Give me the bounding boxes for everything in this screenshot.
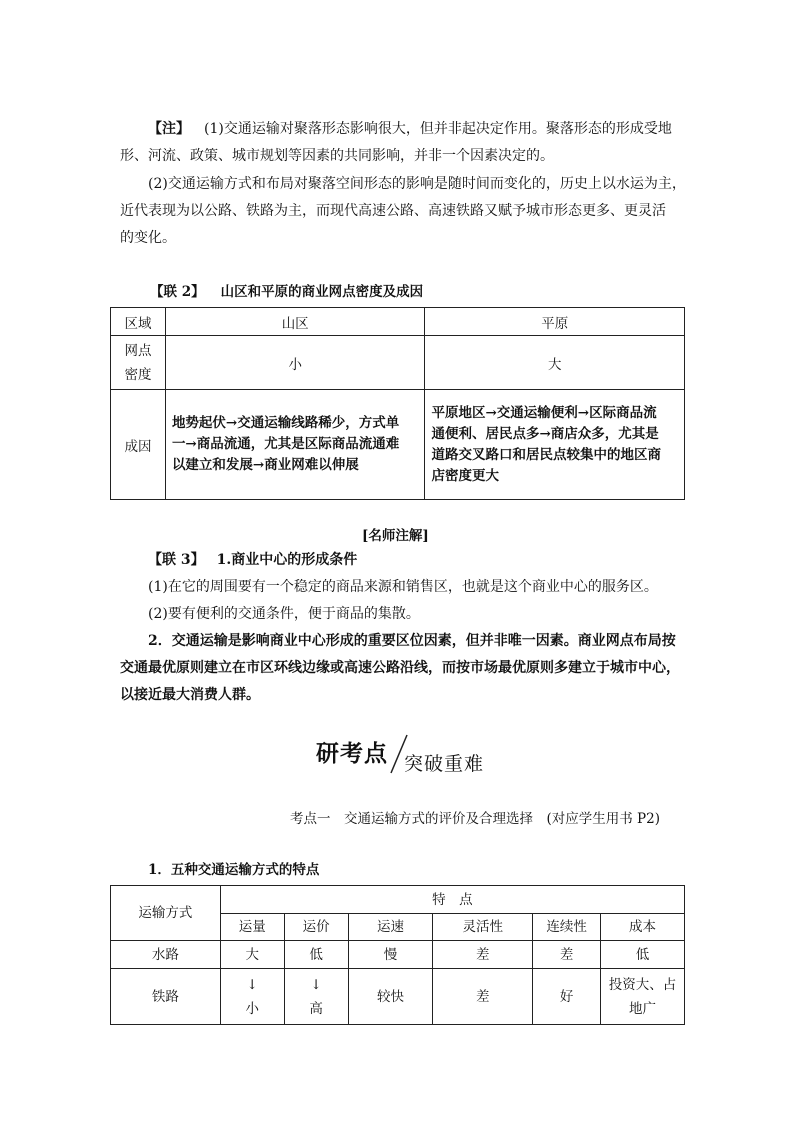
table-row — [111, 886, 685, 914]
header-region: 区域 — [111, 308, 166, 336]
table-row — [111, 336, 685, 390]
plain-density: 大 — [425, 336, 685, 390]
link3-heading — [148, 547, 357, 574]
water-flexibility: 差 — [433, 941, 533, 969]
rail-volume: ↓ 小 — [220, 969, 284, 1025]
reason-label: 成因 — [111, 390, 166, 500]
table-row — [111, 941, 685, 969]
rail-speed: 较快 — [348, 969, 433, 1025]
link2-title: 山区和平原的商业网点密度及成因 — [220, 284, 424, 300]
rail-cost: 投资大、占 地广 — [601, 969, 685, 1025]
table-row — [111, 308, 685, 336]
water-volume: 大 — [220, 941, 284, 969]
transport-table — [110, 885, 685, 1025]
note-p1-num: (1) — [204, 121, 224, 137]
link2-heading — [150, 280, 423, 300]
link3-item3-line3: 以接近最大消费人群。 — [120, 687, 260, 703]
header-price: 运价 — [284, 914, 348, 941]
link2-tag: 【联 2】 — [150, 284, 205, 300]
note-p1-line1 — [148, 116, 708, 143]
link3-item2: (2)要有便利的交通条件，便于商品的集散。 — [148, 606, 420, 622]
exam-point-heading: 考点一 交通运输方式的评价及合理选择 (对应学生用书 P2) — [290, 811, 660, 827]
note-p1-line2: 形、河流、政策、城市规划等因素的共同影响，并非一个因素决定的。 — [120, 148, 554, 164]
note-tag: 【注】 — [148, 121, 190, 137]
water-continuity: 差 — [533, 941, 601, 969]
rail-continuity: 好 — [533, 969, 601, 1025]
header-plain: 平原 — [425, 308, 685, 336]
section-banner — [316, 732, 516, 778]
water-price: 低 — [284, 941, 348, 969]
transport-section-title: 1．五种交通运输方式的特点 — [148, 862, 320, 878]
link3-title: 1.商业中心的形成条件 — [216, 552, 358, 568]
note-p2-line2: 近代表现为以公路、铁路为主，而现代高速公路、高速铁路又赋予城市形态更多、更灵活 — [120, 203, 666, 219]
header-flexibility: 灵活性 — [433, 914, 533, 941]
mountain-density: 小 — [165, 336, 425, 390]
rail-price: ↓ 高 — [284, 969, 348, 1025]
rail-label: 铁路 — [111, 969, 221, 1025]
water-cost: 低 — [601, 941, 685, 969]
banner-main: 研考点 — [316, 741, 388, 767]
arrow-down-icon: ↓ — [310, 976, 322, 993]
water-speed: 慢 — [348, 941, 433, 969]
plain-reason: 平原地区→交通运输便利→区际商品流 通便利、居民点多→商店众多，尤其是 道路交叉路口和居民点较集中的地区商 店密度更大 — [425, 390, 685, 500]
link3-item3-line1: 2．交通运输是影响商业中心形成的重要区位因素，但并非唯一因素。商业网点布局按 — [148, 633, 676, 649]
density-label: 网点 密度 — [111, 336, 166, 390]
table-row — [111, 390, 685, 500]
header-continuity: 连续性 — [533, 914, 601, 941]
note-p2-line3: 的变化。 — [120, 230, 176, 246]
region-density-table — [110, 307, 685, 500]
link3-item3-line2: 交通最优原则建立在市区环线边缘或高速公路沿线，而按市场最优原则多建立于城市中心， — [120, 660, 680, 676]
teacher-note-title: [名师注解] — [362, 528, 429, 544]
header-mountain: 山区 — [165, 308, 425, 336]
header-volume: 运量 — [220, 914, 284, 941]
header-mode: 运输方式 — [111, 886, 221, 941]
mountain-reason: 地势起伏→交通运输线路稀少，方式单 一→商品流通，尤其是区际商品流通难 以建立和发展→商业网难以伸展 — [165, 390, 425, 500]
note-p2-line1: (2)交通运输方式和布局对聚落空间形态的影响是随时间而变化的，历史上以水运为主， — [148, 176, 686, 192]
rail-flexibility: 差 — [433, 969, 533, 1025]
header-features: 特 点 — [220, 886, 684, 914]
arrow-down-icon: ↓ — [246, 976, 258, 993]
water-label: 水路 — [111, 941, 221, 969]
link3-item1: (1)在它的周围要有一个稳定的商品来源和销售区，也就是这个商业中心的服务区。 — [148, 579, 658, 595]
banner-sub: 突破重难 — [404, 753, 485, 775]
note-p1-first: 交通运输对聚落形态影响很大，但并非起决定作用。聚落形态的形成受地 — [223, 121, 672, 137]
link3-tag: 【联 3】 — [148, 552, 205, 568]
header-speed: 运速 — [348, 914, 433, 941]
table-row — [111, 969, 685, 1025]
header-cost: 成本 — [601, 914, 685, 941]
